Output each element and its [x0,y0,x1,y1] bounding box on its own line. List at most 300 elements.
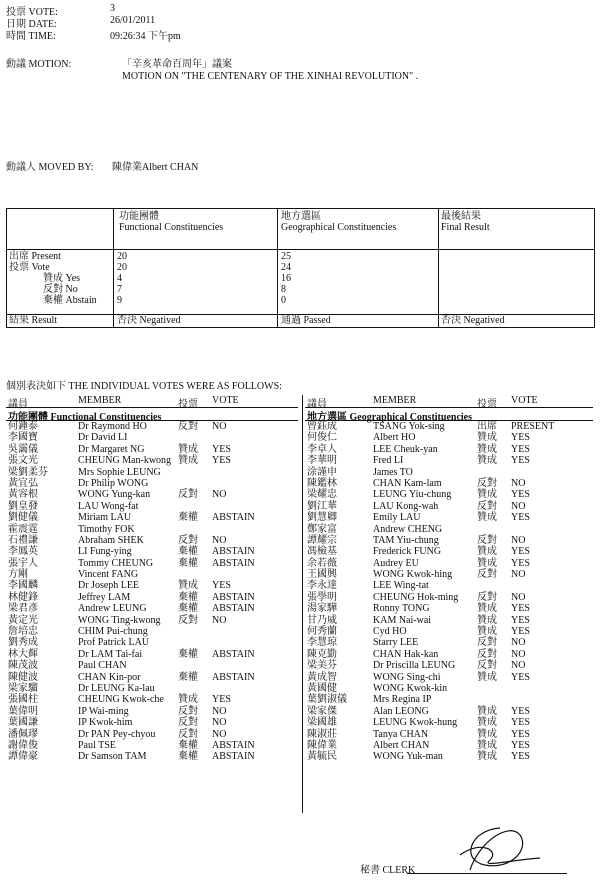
member-name-zh: 林健鋒 [8,591,38,603]
geographical-no: 8 [281,284,286,295]
member-name-zh: 劉健儀 [8,512,38,524]
member-vote-row [305,751,593,762]
vote-zh: 棄權 [178,591,198,603]
member-name-zh: 譚耀宗 [307,534,337,546]
member-name-zh: 劉慧卿 [307,512,337,524]
row-label-vote: 投票 Vote [9,262,50,273]
member-vote-row [6,501,298,512]
member-vote-row [305,603,593,614]
row-label-abstain: 棄權 Abstain [43,295,97,306]
member-vote-row [305,489,593,500]
vote-value: 3 [110,3,115,14]
vote-value: NO [511,500,526,512]
member-name: CHEUNG Man-kwong [78,455,172,467]
vote-zh: 贊成 [178,580,198,592]
vote-value: NO [511,648,526,660]
member-vote-row [305,615,593,626]
member-name-zh: 黃毓民 [307,751,337,763]
vote-value: NO [511,534,526,546]
vote-value: NO [212,421,227,432]
vote-value: YES [511,603,530,615]
member-name: LAU Wong-fat [78,500,139,512]
vote-value: YES [212,455,231,467]
member-name-zh: 甘乃威 [307,614,337,626]
member-vote-row [6,751,298,762]
member-name-zh: 謝偉俊 [8,739,38,751]
vote-value: ABSTAIN [212,751,255,763]
functional-yes: 4 [117,273,122,284]
vote-zh: 棄權 [178,512,198,524]
vote-zh: 贊成 [477,489,497,501]
member-vote-row [305,421,593,432]
member-vote-row [6,569,298,580]
member-vote-row [6,558,298,569]
vote-value: YES [212,580,231,592]
vote-zh: 反對 [477,500,497,512]
final-result-header: 最後結果 Final Result [441,211,490,233]
member-name: Fred LI [373,455,404,467]
final-result: 否決 Negatived [441,315,505,326]
member-name: Paul TSE [78,739,116,751]
vote-value: YES [511,455,530,467]
member-name: WONG Yung-kan [78,489,151,501]
member-name-zh: 湯家驊 [307,603,337,615]
member-vote-row [6,467,298,478]
member-vote-row [305,592,593,603]
vote-zh: 反對 [477,477,497,489]
member-name: WONG Sing-chi [373,671,441,683]
vote-value: YES [212,694,231,706]
member-name-zh: 梁家傑 [307,705,337,717]
member-name-zh: 葉偉明 [8,705,38,717]
member-name: WONG Kwok-kin [373,682,448,694]
vote-value: YES [511,739,530,751]
vote-zh: 贊成 [477,443,497,455]
member-name-zh: 梁耀忠 [307,489,337,501]
column-divider [302,395,303,813]
member-name-zh: 黃國健 [307,682,337,694]
vote-value: YES [212,443,231,455]
member-name: Tanya CHAN [373,728,429,740]
motion-block [6,55,418,82]
geographical-vote: 24 [281,262,291,273]
vote-value: NO [511,660,526,672]
member-name: IP Kwok-him [78,717,133,729]
member-name-zh: 黃定光 [8,614,38,626]
functional-vote: 20 [117,262,127,273]
geographical-yes: 16 [281,273,291,284]
member-vote-row [305,512,593,523]
member-name-zh: 譚偉豪 [8,751,38,763]
member-vote-row [6,432,298,443]
member-name-zh: 劉皇發 [8,500,38,512]
member-vote-row [305,649,593,660]
member-name-zh: 黃成智 [307,671,337,683]
vote-value: ABSTAIN [212,546,255,558]
member-vote-row [305,672,593,683]
vote-zh: 贊成 [477,717,497,729]
member-name-zh: 李鳳英 [8,546,38,558]
vote-value: YES [511,671,530,683]
geographical-votes-list [305,395,593,763]
member-vote-row [305,444,593,455]
vote-zh: 棄權 [178,671,198,683]
member-name: Jeffrey LAM [78,591,131,603]
vote-zh: 棄權 [178,739,198,751]
vote-value: NO [212,614,227,626]
member-name-zh: 張學明 [307,591,337,603]
member-name: WONG Ting-kwong [78,614,161,626]
member-name: LAU Kong-wah [373,500,439,512]
member-name: Timothy FOK [78,523,135,535]
vote-zh: 反對 [178,614,198,626]
member-name: TAM Yiu-chung [373,534,439,546]
functional-no: 7 [117,284,122,295]
member-vote-row [6,535,298,546]
member-vote-row [6,672,298,683]
member-vote-row [305,580,593,591]
vote-zh: 反對 [477,591,497,603]
member-name-zh: 葉劉淑儀 [307,694,347,706]
member-vote-row [6,592,298,603]
member-name: Dr Joseph LEE [78,580,140,592]
vote-zh: 棄權 [178,546,198,558]
member-name-zh: 何鍾泰 [8,421,38,432]
functional-result: 否決 Negatived [117,315,181,326]
vote-value: NO [212,717,227,729]
member-name-zh: 陳健波 [8,671,38,683]
member-vote-row [6,512,298,523]
vote-zh: 反對 [178,534,198,546]
member-name: Mrs Regina IP [373,694,432,706]
vote-zh: 贊成 [477,603,497,615]
member-vote-row [305,706,593,717]
member-name-zh: 曾鈺成 [307,421,337,432]
member-vote-row [6,626,298,637]
member-name: Dr PAN Pey-chyou [78,728,156,740]
member-name: WONG Yuk-man [373,751,443,763]
member-name: Albert CHAN [373,739,430,751]
member-name-zh: 陳克勤 [307,648,337,660]
vote-value: YES [511,443,530,455]
member-vote-row [305,546,593,557]
vote-zh: 反對 [477,569,497,581]
vote-value: YES [511,705,530,717]
member-name-zh: 黃容根 [8,489,38,501]
vote-zh: 反對 [477,648,497,660]
vote-value: NO [511,477,526,489]
member-name: Vincent FANG [78,569,139,581]
vote-value: YES [511,512,530,524]
results-table [6,208,595,328]
member-name: Frederick FUNG [373,546,442,558]
member-vote-row [6,683,298,694]
vote-zh: 贊成 [178,455,198,467]
member-vote-row [6,729,298,740]
member-name-zh: 林大輝 [8,648,38,660]
clerk-signature [440,820,550,878]
member-name-zh: 李永達 [307,580,337,592]
vote-value: ABSTAIN [212,648,255,660]
member-name-zh: 陳茂波 [8,660,38,672]
time-label: 時間 TIME: [6,31,56,42]
functional-votes-list [6,395,298,763]
vote-zh: 反對 [178,421,198,432]
member-name-zh: 梁劉柔芬 [8,466,48,478]
member-vote-row [305,524,593,535]
member-name: CHAN Hak-kan [373,648,439,660]
vote-zh: 贊成 [477,751,497,763]
functional-present: 20 [117,251,127,262]
member-name-zh: 陳偉業 [307,739,337,751]
vote-value: ABSTAIN [212,512,255,524]
member-name: CHAN Kin-por [78,671,141,683]
member-name: Audrey EU [373,557,419,569]
member-name: Alan LEONG [373,705,429,717]
vote-value: ABSTAIN [212,603,255,615]
member-vote-row [6,649,298,660]
member-name: Starry LEE [373,637,419,649]
member-name: CHIM Pui-chung [78,626,148,638]
member-vote-row [6,660,298,671]
vote-value: YES [511,489,530,501]
vote-zh: 反對 [477,637,497,649]
vote-zh: 贊成 [477,557,497,569]
member-name: LEE Wing-tat [373,580,429,592]
vote-zh: 贊成 [477,705,497,717]
member-name: Dr LEUNG Ka-lau [78,682,155,694]
member-vote-row [305,558,593,569]
member-name-zh: 陳鑑林 [307,477,337,489]
member-name-zh: 劉江華 [307,500,337,512]
member-name: CHAN Kam-lam [373,477,442,489]
vote-zh: 棄權 [178,751,198,763]
member-name-zh: 何俊仁 [307,432,337,444]
member-vote-row [6,615,298,626]
member-name-zh: 李卓人 [307,443,337,455]
member-name: Andrew CHENG [373,523,443,535]
member-vote-row [305,569,593,580]
member-name-zh: 石禮謙 [8,534,38,546]
member-vote-row [305,637,593,648]
member-name-zh: 張宇人 [8,557,38,569]
member-vote-row [305,729,593,740]
member-name: TSANG Yok-sing [373,421,445,432]
member-vote-row [6,603,298,614]
member-vote-row [6,524,298,535]
member-vote-row [305,683,593,694]
member-name-zh: 梁家騮 [8,682,38,694]
vote-zh: 反對 [178,717,198,729]
time-row [6,27,181,42]
member-name: Emily LAU [373,512,421,524]
member-name: Paul CHAN [78,660,127,672]
member-vote-row [6,478,298,489]
vote-label: 投票 VOTE: [6,7,58,18]
vote-zh: 反對 [178,728,198,740]
member-name-zh: 張國柱 [8,694,38,706]
vote-zh: 反對 [477,660,497,672]
member-name: KAM Nai-wai [373,614,432,626]
member-name-zh: 潘佩璆 [8,728,38,740]
motion-title-en: MOTION ON "THE CENTENARY OF THE XINHAI REVOLUTION" . [122,71,419,82]
member-name: Prof Patrick LAU [78,637,150,649]
member-name-zh: 余若薇 [307,557,337,569]
member-name: Ronny TONG [373,603,430,615]
member-vote-row [305,717,593,728]
member-name: James TO [373,466,413,478]
member-vote-row [305,467,593,478]
member-name: Andrew LEUNG [78,603,147,615]
member-vote-row [305,626,593,637]
member-vote-row [6,740,298,751]
member-vote-row [6,455,298,466]
member-vote-row [6,546,298,557]
member-name-zh: 梁國雄 [307,717,337,729]
vote-value: YES [511,432,530,444]
member-name: Abraham SHEK [78,534,144,546]
vote-value: ABSTAIN [212,591,255,603]
member-name-zh: 梁君彥 [8,603,38,615]
member-name-zh: 馮檢基 [307,546,337,558]
moved-by-row [6,158,198,173]
vote-value: PRESENT [511,421,555,432]
member-name-zh: 王國興 [307,569,337,581]
member-name-zh: 李慧琼 [307,637,337,649]
vote-zh: 贊成 [477,739,497,751]
member-vote-row [305,740,593,751]
member-name: Miriam LAU [78,512,132,524]
functional-abstain: 9 [117,295,122,306]
member-name-zh: 黃宜弘 [8,477,38,489]
member-name: CHEUNG Kwok-che [78,694,164,706]
member-vote-row [6,637,298,648]
vote-value: YES [511,557,530,569]
vote-zh: 出席 [477,421,497,432]
vote-value: NO [511,569,526,581]
member-vote-row [6,694,298,705]
member-name-zh: 梁美芬 [307,660,337,672]
vote-value: NO [511,637,526,649]
member-name: WONG Kwok-hing [373,569,453,581]
member-name: IP Wai-ming [78,705,129,717]
vote-zh: 贊成 [477,728,497,740]
vote-zh: 棄權 [178,648,198,660]
geographical-header: 地方選區 Geographical Constituencies [281,211,397,233]
member-vote-row [6,421,298,432]
row-label-yes: 贊成 Yes [43,273,81,284]
vote-value: YES [511,717,530,729]
vote-zh: 贊成 [477,546,497,558]
vote-zh: 贊成 [477,432,497,444]
member-vote-row [305,455,593,466]
vote-zh: 贊成 [477,671,497,683]
date-value: 26/01/2011 [110,15,156,26]
vote-value: NO [511,591,526,603]
member-name-zh: 陳淑莊 [307,728,337,740]
vote-value: NO [212,534,227,546]
member-name-zh: 劉秀成 [8,637,38,649]
geographical-group-heading: 地方選區 Geographical Constituencies [305,408,593,421]
vote-value: ABSTAIN [212,671,255,683]
vote-zh: 贊成 [477,455,497,467]
member-name: Dr Philip WONG [78,477,149,489]
vote-zh: 贊成 [178,443,198,455]
member-name: LEE Cheuk-yan [373,443,438,455]
row-label-no: 反對 No [43,284,78,295]
member-name: CHEUNG Hok-ming [373,591,459,603]
member-name-zh: 吳靄儀 [8,443,38,455]
geographical-result: 通過 Passed [281,315,331,326]
row-label-result: 結果 Result [9,315,58,326]
member-name-zh: 張文光 [8,455,38,467]
member-vote-row [305,694,593,705]
member-name: Dr Margaret NG [78,443,145,455]
geographical-abstain: 0 [281,295,286,306]
functional-group-heading: 功能團體 Functional Constituencies [6,408,298,421]
member-name-zh: 李華明 [307,455,337,467]
vote-value: YES [511,546,530,558]
functional-table-header: 議員 MEMBER 投票 VOTE [6,395,298,408]
member-name-zh: 涂謹申 [307,466,337,478]
vote-zh: 贊成 [178,694,198,706]
member-vote-row [305,501,593,512]
vote-value: ABSTAIN [212,557,255,569]
member-name: Albert HO [373,432,416,444]
member-vote-row [6,706,298,717]
member-name-zh: 何秀蘭 [307,626,337,638]
time-value: 09:26:34 下午pm [110,31,181,42]
vote-zh: 贊成 [477,512,497,524]
vote-value: NO [212,705,227,717]
member-name: Tommy CHEUNG [78,557,154,569]
member-name: LEUNG Yiu-chung [373,489,452,501]
row-label-present: 出席 Present [9,251,61,262]
geographical-table-header: 議員 MEMBER 投票 VOTE [305,395,593,408]
member-vote-row [6,444,298,455]
member-vote-row [305,432,593,443]
vote-zh: 反對 [178,705,198,717]
vote-zh: 贊成 [477,614,497,626]
vote-value: NO [212,728,227,740]
member-name-zh: 詹培忠 [8,626,38,638]
vote-zh: 反對 [477,534,497,546]
member-vote-row [305,478,593,489]
member-name: Dr LAM Tai-fai [78,648,143,660]
member-name: Dr David LI [78,432,128,444]
motion-label: 動議 MOTION: [6,59,72,70]
vote-zh: 棄權 [178,603,198,615]
member-name: LEUNG Kwok-hung [373,717,458,729]
member-name-zh: 方剛 [8,569,28,581]
clerk-label: 秘書 CLERK [360,865,416,876]
vote-value: YES [511,626,530,638]
date-label: 日期 DATE: [6,19,57,30]
member-name: LI Fung-ying [78,546,132,558]
member-name-zh: 葉國謙 [8,717,38,729]
member-name-zh: 霍震霆 [8,523,38,535]
individual-votes-title: 個別表決如下 THE INDIVIDUAL VOTES WERE AS FOLLOWS: [6,381,282,392]
vote-value: YES [511,751,530,763]
member-name: Mrs Sophie LEUNG [78,466,161,478]
vote-zh: 棄權 [178,557,198,569]
vote-zh: 反對 [178,489,198,501]
member-vote-row [6,489,298,500]
vote-value: NO [212,489,227,501]
member-name: Dr Priscilla LEUNG [373,660,456,672]
geographical-present: 25 [281,251,291,262]
clerk-signature-line [407,873,567,874]
